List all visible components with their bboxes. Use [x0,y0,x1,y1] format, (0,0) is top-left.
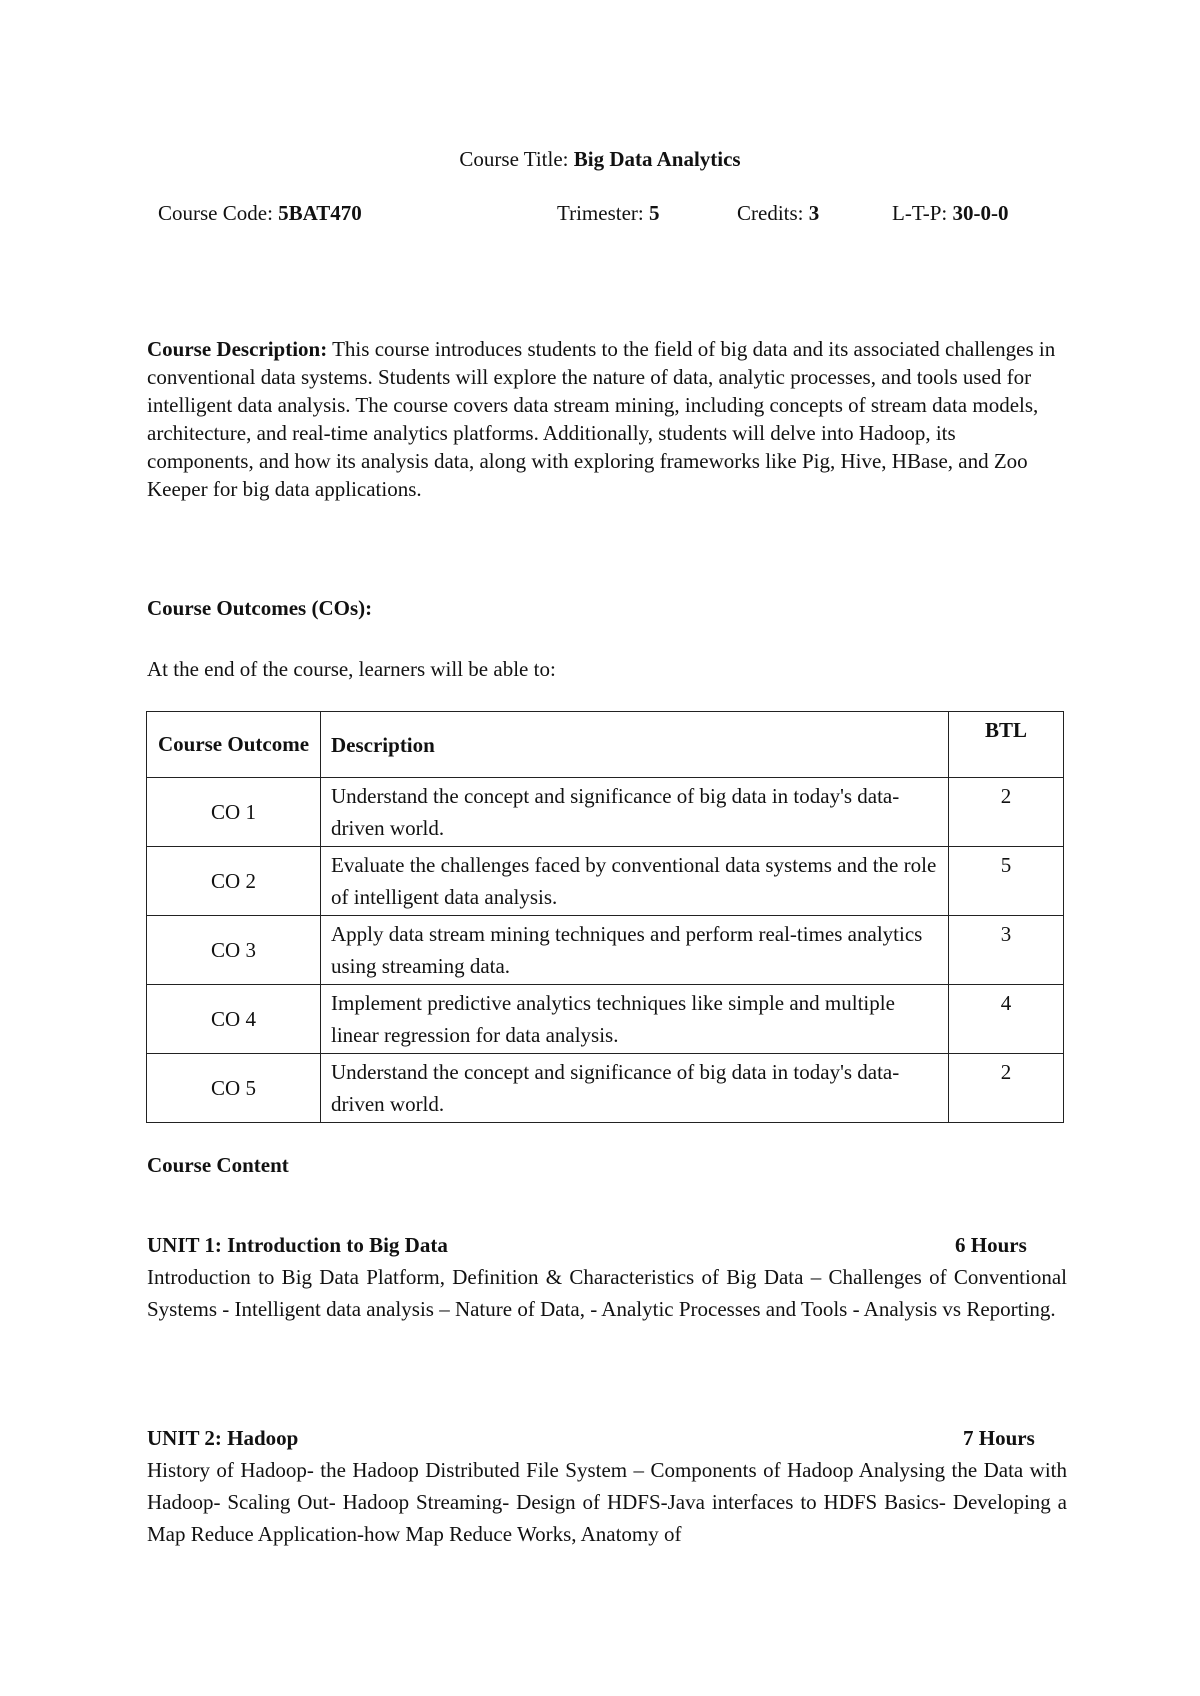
co-id-cell: CO 4 [147,985,321,1054]
table-row [147,916,1064,985]
table-row [147,778,1064,847]
column-header-description: Description [321,712,949,778]
co-description-cell: Understand the concept and significance of big data in today's data-driven world. [321,778,949,847]
unit-1-title: UNIT 1: Introduction to Big Data [147,1233,448,1257]
ltp-value: 30-0-0 [952,201,1009,225]
column-header-btl: BTL [949,712,1064,778]
course-description [147,335,1067,503]
unit-2-text: History of Hadoop- the Hadoop Distributed File System – Components of Hadoop Analysing the Data with Hadoop- Scaling Out- Hadoop Streaming- Design of HDFS-Java interfaces to HDFS Basics- Developing a Map Reduce Application-how Map Reduce Works, Anatomy of [147,1458,1067,1546]
course-description-text: This course introduces students to the field of big data and its associated challenges in conventional data systems. Students will explore the nature of data, analytic processes, and tools used for intelligent data analysis. The course covers data stream mining, including concepts of stream data models, architecture, and real-time analytics platforms. Additionally, students will delve into Hadoop, its components, and how its analysis data, along with exploring frameworks like Pig, Hive, HBase, and Zoo Keeper for big data applications. [147,337,1056,501]
table-row [147,985,1064,1054]
course-outcomes-table [146,711,1064,1123]
co-id-cell: CO 5 [147,1054,321,1123]
co-description-cell: Apply data stream mining techniques and perform real-times analytics using streaming data. [321,916,949,985]
trimester [557,201,659,226]
co-id-cell: CO 2 [147,847,321,916]
course-title-value: Big Data Analytics [573,147,741,171]
credits-value: 3 [808,201,820,225]
ltp [892,201,1008,226]
course-description-label: Course Description: [147,337,328,361]
credits [737,201,819,226]
table-row [147,847,1064,916]
course-outcomes-heading: Course Outcomes (COs): [147,596,373,620]
co-btl-cell: 2 [949,1054,1064,1123]
co-description-cell: Implement predictive analytics techniques like simple and multiple linear regression for data analysis. [321,985,949,1054]
unit-2-title: UNIT 2: Hadoop [147,1426,299,1450]
table-header-row [147,712,1064,778]
trimester-label: Trimester: [557,201,644,225]
unit-1-text: Introduction to Big Data Platform, Definition & Characteristics of Big Data – Challenges of Conventional Systems - Intelligent data analysis – Nature of Data, - Analytic Processes and Tools - Analysis vs Reporting. [147,1265,1067,1321]
course-title-label: Course Title: [459,147,569,171]
co-btl-cell: 4 [949,985,1064,1054]
co-btl-cell: 2 [949,778,1064,847]
course-code-value: 5BAT470 [278,201,362,225]
co-btl-cell: 3 [949,916,1064,985]
course-title [0,147,1200,172]
trimester-value: 5 [648,201,660,225]
credits-label: Credits: [737,201,804,225]
course-code-label: Course Code: [158,201,273,225]
course-content-heading: Course Content [147,1153,289,1177]
column-header-course-outcome: Course Outcome [147,712,321,778]
co-btl-cell: 5 [949,847,1064,916]
table-row [147,1054,1064,1123]
co-description-cell: Evaluate the challenges faced by conventional data systems and the role of intelligent data analysis. [321,847,949,916]
unit-1-hours: 6 Hours [955,1233,1027,1257]
co-description-cell: Understand the concept and significance of big data in today's data-driven world. [321,1054,949,1123]
unit-2-hours: 7 Hours [963,1426,1035,1450]
co-id-cell: CO 1 [147,778,321,847]
course-outcomes-intro: At the end of the course, learners will be able to: [147,657,556,681]
course-code [158,201,362,226]
co-id-cell: CO 3 [147,916,321,985]
ltp-label: L-T-P: [892,201,948,225]
